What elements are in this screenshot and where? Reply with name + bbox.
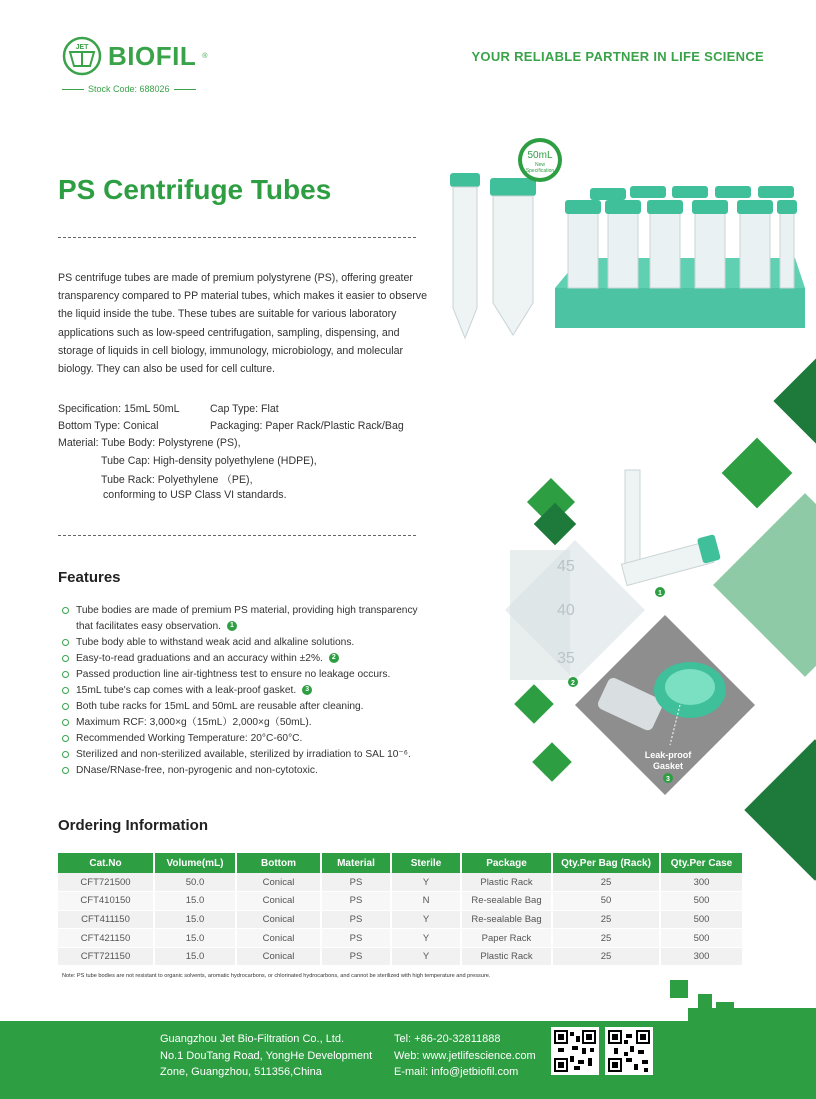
- table-row: CFT411150 15.0 Conical PS Y Re-sealable Bag 25 500: [58, 910, 742, 929]
- col-header: Package: [461, 853, 552, 873]
- product-photo-tubes: [440, 138, 810, 348]
- col-header: Cat.No: [58, 853, 154, 873]
- col-header: Qty.Per Bag (Rack): [552, 853, 660, 873]
- bullet-icon: [62, 751, 69, 758]
- feature-item: 15mL tube's cap comes with a leak-proof gasket. 3: [62, 683, 502, 699]
- logo-badge-text: JET: [75, 44, 89, 51]
- col-header: Bottom: [236, 853, 321, 873]
- contact-web[interactable]: Web: www.jetlifescience.com: [394, 1049, 536, 1062]
- col-header: Sterile: [391, 853, 461, 873]
- feature-item: Maximum RCF: 3,000×g（15mL）2,000×g（50mL).: [62, 715, 502, 731]
- feature-item: DNase/RNase-free, non-pyrogenic and non-cytotoxic.: [62, 763, 502, 779]
- contact-email[interactable]: E-mail: info@jetbiofil.com: [394, 1066, 519, 1078]
- bullet-icon: [62, 655, 69, 662]
- callout-badge: 1: [227, 621, 237, 631]
- brand-name: BIOFIL: [108, 40, 197, 71]
- table-row: CFT421150 15.0 Conical PS Y Paper Rack 25 500: [58, 929, 742, 948]
- ordering-table: [58, 853, 742, 966]
- table-row: CFT721500 50.0 Conical PS Y Plastic Rack 25 300: [58, 873, 742, 892]
- feature-item: Tube body able to withstand weak acid and alkaline solutions.: [62, 635, 502, 651]
- spec-packaging: Packaging: Paper Rack/Plastic Rack/Bag: [210, 420, 404, 432]
- features-heading: Features: [58, 569, 121, 586]
- bullet-icon: [62, 735, 69, 742]
- contact-tel: Tel: +86-20-32811888: [394, 1033, 501, 1045]
- spec-bottom-type: Bottom Type: Conical: [58, 420, 159, 432]
- callout-badge: 3: [302, 685, 312, 695]
- feature-item: Easy-to-read graduations and an accuracy within ±2%. 2: [62, 651, 502, 667]
- callout-1: 1: [658, 590, 662, 597]
- col-header: Material: [321, 853, 391, 873]
- callout-2: 2: [571, 680, 575, 687]
- spec-specification: Specification: 15mL 50mL: [58, 403, 180, 415]
- feature-item: that facilitates easy observation. 1: [62, 619, 502, 635]
- product-detail-images: [505, 455, 765, 795]
- table-row: CFT410150 15.0 Conical PS N Re-sealable Bag 50 500: [58, 892, 742, 911]
- features-list: [62, 603, 502, 779]
- decor-block: [670, 980, 688, 998]
- feature-item: Passed production line air-tightness test to ensure no leakage occurs.: [62, 667, 502, 683]
- divider: [58, 535, 416, 536]
- table-header-row: [58, 853, 742, 873]
- col-header: Volume(mL): [154, 853, 236, 873]
- footer-company-info: [160, 1031, 372, 1081]
- gasket-label-1: Leak-proof: [644, 750, 692, 760]
- graduation-40: 40: [557, 602, 575, 619]
- table-row: CFT721150 15.0 Conical PS Y Plastic Rack 25 300: [58, 947, 742, 966]
- stock-code: Stock Code: 688026: [62, 84, 196, 94]
- badge-new: New: [534, 162, 546, 168]
- tagline: YOUR RELIABLE PARTNER IN LIFE SCIENCE: [471, 49, 764, 64]
- badge-volume: 50mL: [527, 150, 553, 161]
- spec-cap-type: Cap Type: Flat: [210, 403, 279, 415]
- website-qr-code: [605, 1027, 653, 1075]
- company-name: Guangzhou Jet Bio-Filtration Co., Ltd.: [160, 1033, 345, 1045]
- wechat-qr-code: [551, 1027, 599, 1075]
- bullet-icon: [62, 719, 69, 726]
- decor-block: [698, 994, 712, 1008]
- feature-item: Recommended Working Temperature: 20°C-60°C.: [62, 731, 502, 747]
- decor-block: [688, 1008, 816, 1022]
- bullet-icon: [62, 639, 69, 646]
- brand-logo: [62, 36, 207, 76]
- bullet-icon: [62, 687, 69, 694]
- table-note: Note: PS tube bodies are not resistant to organic solvents, aromatic hydrocarbons, or chlorinated hydrocarbons, and cannot be sterilized with high temperature and pressure.: [62, 973, 491, 979]
- feature-item: Sterilized and non-sterilized available, sterilized by irradiation to SAL 10⁻⁶.: [62, 747, 502, 763]
- registered-mark: ®: [202, 52, 208, 60]
- callout-badge: 2: [329, 653, 339, 663]
- callout-3: 3: [666, 776, 670, 783]
- decor-diamond: [773, 337, 816, 464]
- bullet-icon: [62, 671, 69, 678]
- divider: [58, 237, 416, 238]
- spec-material-rack: Tube Rack: Polyethylene （PE),: [101, 474, 253, 486]
- feature-item: Tube bodies are made of premium PS material, providing high transparency: [62, 603, 502, 619]
- footer-contact: [394, 1031, 536, 1081]
- intro-paragraph: PS centrifuge tubes are made of premium polystyrene (PS), offering greater transparency compared to PP material tubes, which makes it easier to observe the liquid inside the tube. These tubes are suitable for various laboratory applications such as low-speed centrifugation, sampling, dispensing, and storage of liquids in cell biology, immunology, microbiology, and molecular biology. They can also be used for cell culture.: [58, 272, 427, 376]
- feature-item: Both tube racks for 15mL and 50mL are reusable after cleaning.: [62, 699, 502, 715]
- bullet-icon: [62, 607, 69, 614]
- graduation-45: 45: [557, 558, 575, 575]
- company-address-1: No.1 DouTang Road, YongHe Development: [160, 1049, 373, 1062]
- badge-spec: Specification: [525, 168, 555, 174]
- jet-logo-icon: [62, 36, 102, 76]
- col-header: Qty.Per Case: [660, 853, 742, 873]
- graduation-35: 35: [557, 650, 575, 667]
- bullet-icon: [62, 703, 69, 710]
- company-address-2: Zone, Guangzhou, 511356,China: [160, 1066, 322, 1078]
- bullet-icon: [62, 767, 69, 774]
- spec-material-body: Material: Tube Body: Polystyrene (PS),: [58, 437, 241, 449]
- spec-material-cap: Tube Cap: High-density polyethylene (HDPE),: [101, 455, 317, 467]
- gasket-label-2: Gasket: [652, 761, 684, 771]
- spec-material-usp: conforming to USP Class VI standards.: [103, 489, 287, 501]
- ordering-heading: Ordering Information: [58, 817, 208, 834]
- page-title: PS Centrifuge Tubes: [58, 174, 332, 205]
